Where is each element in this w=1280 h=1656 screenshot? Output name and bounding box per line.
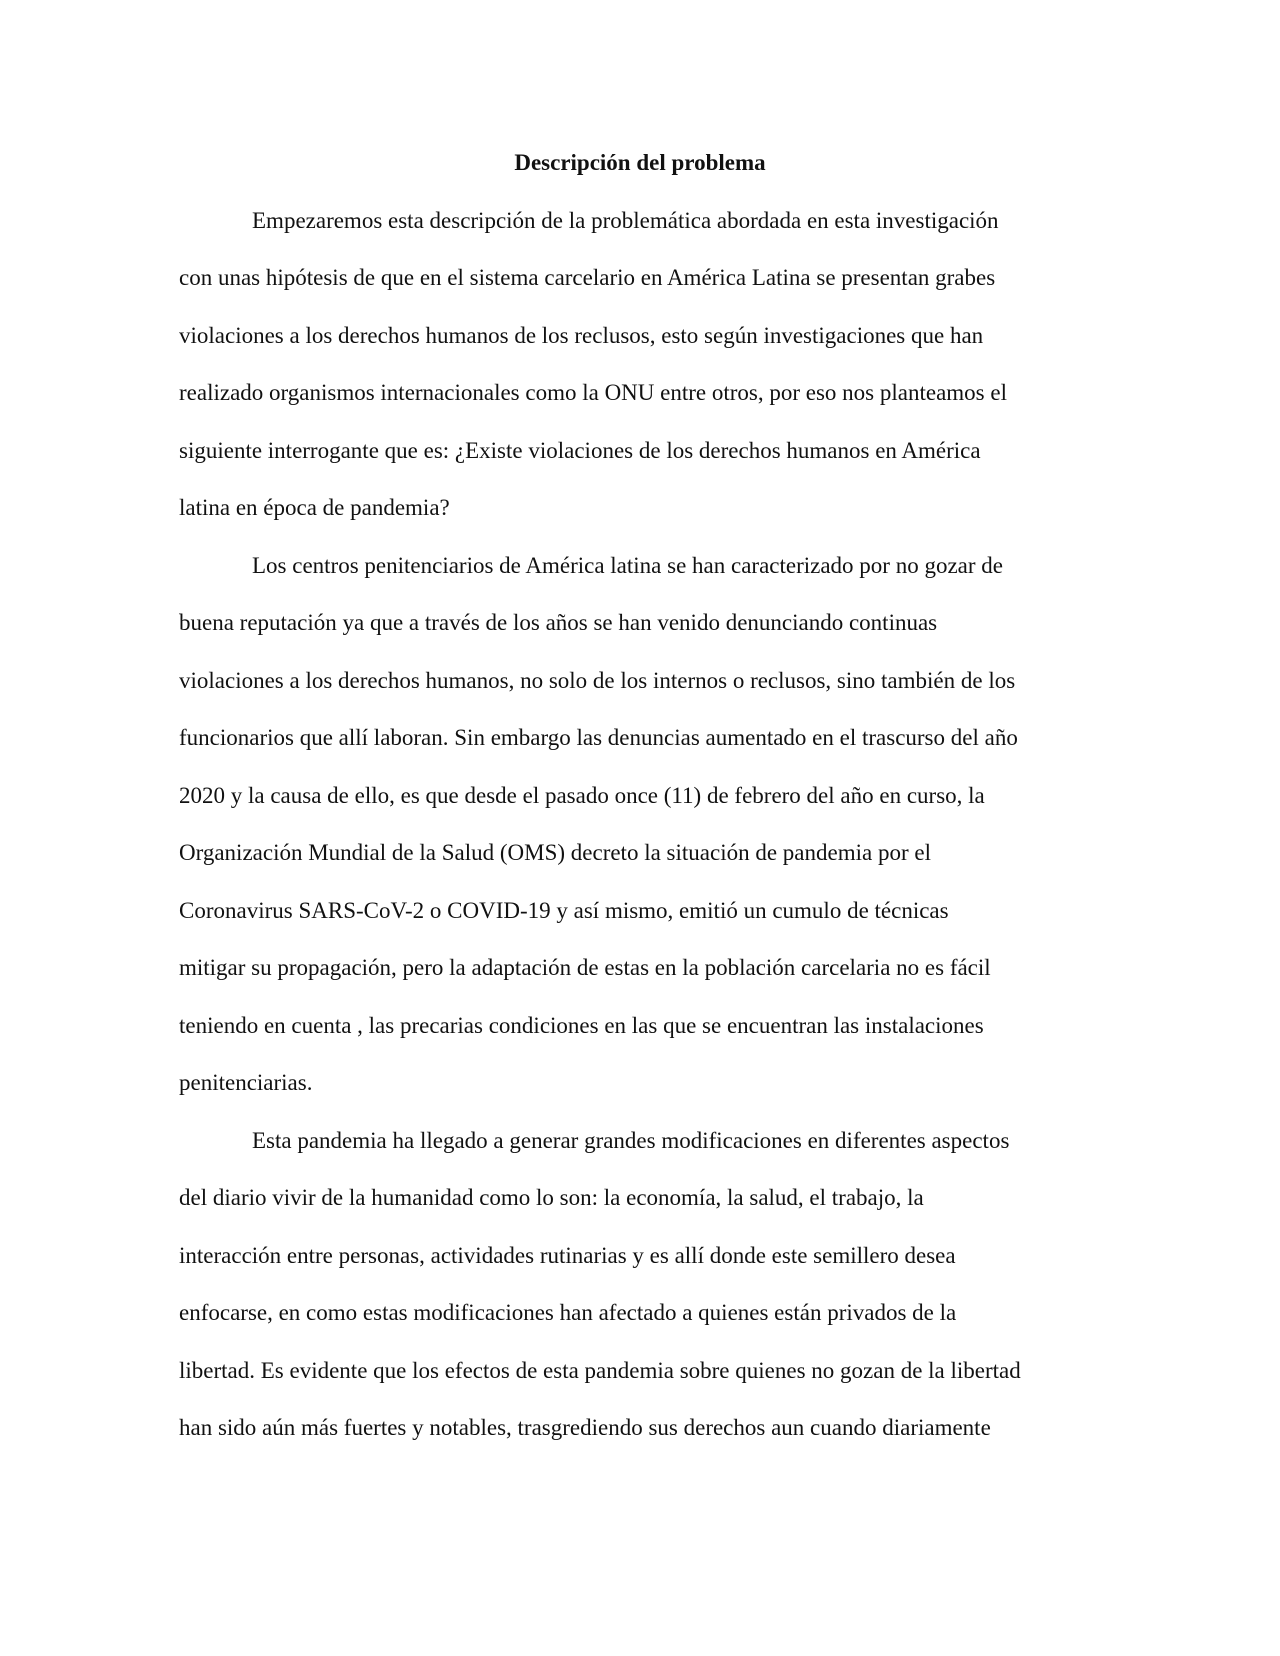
paragraph-3-line-2: del diario vivir de la humanidad como lo son: la economía, la salud, el trabajo, la bbox=[179, 1185, 924, 1210]
paragraph-1-line-2: con unas hipótesis de que en el sistema carcelario en América Latina se presentan grabes bbox=[179, 265, 996, 290]
paragraph-2-line-2: buena reputación ya que a través de los años se han venido denunciando continuas bbox=[179, 610, 938, 635]
paragraph-1-line-6: latina en época de pandemia? bbox=[179, 495, 450, 520]
document-title: Descripción del problema bbox=[514, 150, 766, 175]
paragraph-3-line-5: libertad. Es evidente que los efectos de esta pandemia sobre quienes no gozan de la libertad bbox=[179, 1358, 1021, 1383]
paragraph-2-line-4: funcionarios que allí laboran. Sin embargo las denuncias aumentado en el trascurso del año bbox=[179, 725, 1018, 750]
paragraph-2-line-1: Los centros penitenciarios de América latina se han caracterizado por no gozar de bbox=[252, 553, 1003, 578]
paragraph-2-line-7: Coronavirus SARS-CoV-2 o COVID-19 y así mismo, emitió un cumulo de técnicas bbox=[179, 898, 949, 923]
paragraph-2-line-8: mitigar su propagación, pero la adaptación de estas en la población carcelaria no es fácil bbox=[179, 955, 991, 980]
paragraph-1-line-1: Empezaremos esta descripción de la problemática abordada en esta investigación bbox=[252, 208, 999, 233]
paragraph-1-line-4: realizado organismos internacionales como la ONU entre otros, por eso nos planteamos el bbox=[179, 380, 1007, 405]
paragraph-3-line-4: enfocarse, en como estas modificaciones han afectado a quienes están privados de la bbox=[179, 1300, 957, 1325]
paragraph-3-line-1: Esta pandemia ha llegado a generar grandes modificaciones en diferentes aspectos bbox=[252, 1128, 1010, 1153]
paragraph-2-line-6: Organización Mundial de la Salud (OMS) decreto la situación de pandemia por el bbox=[179, 840, 931, 865]
paragraph-2-line-9: teniendo en cuenta , las precarias condiciones en las que se encuentran las instalaciones bbox=[179, 1013, 984, 1038]
paragraph-1-line-5: siguiente interrogante que es: ¿Existe violaciones de los derechos humanos en América bbox=[179, 438, 981, 463]
paragraph-3-line-6: han sido aún más fuertes y notables, trasgrediendo sus derechos aun cuando diariamente bbox=[179, 1415, 991, 1440]
paragraph-2-line-10: penitenciarias. bbox=[179, 1070, 313, 1095]
paragraph-2-line-5: 2020 y la causa de ello, es que desde el pasado once (11) de febrero del año en curso, la bbox=[179, 783, 985, 808]
paragraph-1-line-3: violaciones a los derechos humanos de los reclusos, esto según investigaciones que han bbox=[179, 323, 984, 348]
paragraph-2-line-3: violaciones a los derechos humanos, no solo de los internos o reclusos, sino también de los bbox=[179, 668, 1016, 693]
paragraph-3-line-3: interacción entre personas, actividades rutinarias y es allí donde este semillero desea bbox=[179, 1243, 956, 1268]
